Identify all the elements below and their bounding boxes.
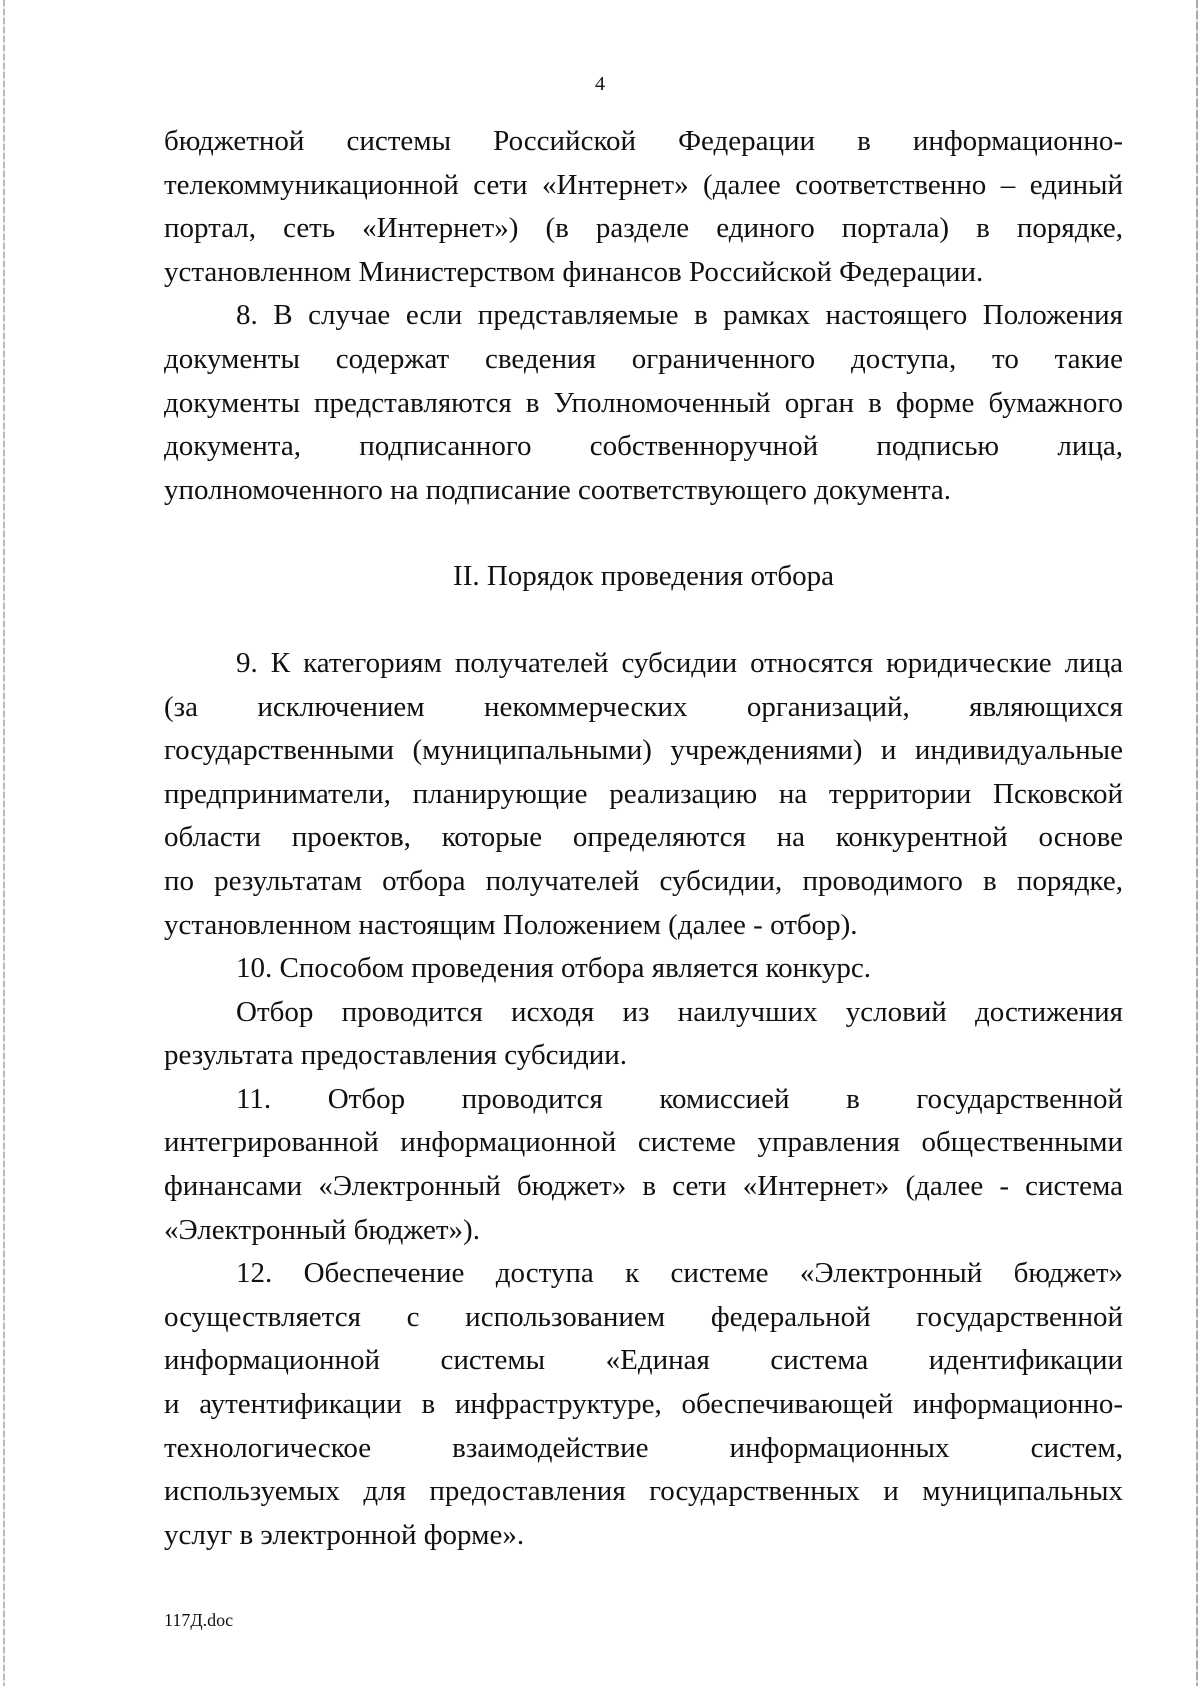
text-line: бюджетной системы Российской Федерации в информационно- [164,125,1123,157]
text-line: (за исключением некоммерческих организаций, являющихся [164,690,1123,723]
text-line: 12. Обеспечение доступа к системе «Электронный бюджет» [236,1257,1123,1290]
section-heading: II. Порядок проведения отбора [453,560,834,593]
text-line: результата предоставления субсидии. [164,1039,628,1072]
scan-edge-right [1196,0,1198,1686]
text-line: используемых для предоставления государственных и муниципальных [164,1475,1123,1508]
text-line: документы представляются в Уполномоченный орган в форме бумажного [164,386,1123,419]
paragraph-item-9 [164,642,1123,947]
text-line: финансами «Электронный бюджет» в сети «Интернет» (далее - система [164,1170,1123,1203]
paragraph-item-8 [164,294,1123,512]
text-line: 10. Способом проведения отбора является конкурс. [236,952,871,985]
text-line: осуществляется с использованием федеральной государственной [164,1300,1123,1333]
text-line: 9. К категориям получателей субсидии относятся юридические лица [236,646,1123,679]
text-line: государственными (муниципальными) учреждениями) и индивидуальные [164,734,1123,767]
text-line: области проектов, которые определяются на конкурентной основе [164,821,1123,854]
text-line: телекоммуникационной сети «Интернет» (далее соответственно – единый [164,168,1123,201]
text-line: документа, подписанного собственноручной подписью лица, [164,430,1123,463]
paragraph-item-12 [164,1252,1123,1557]
page-number: 4 [595,73,605,95]
document-body [164,120,1123,1557]
text-line: документы содержат сведения ограниченного доступа, то такие [164,342,1123,375]
paragraph-continuation [164,120,1123,294]
paragraph-item-10-detail [164,991,1123,1078]
text-line: Отбор проводится исходя из наилучших условий достижения [236,995,1123,1028]
text-line: предприниматели, планирующие реализацию на территории Псковской [164,777,1123,810]
paragraph-item-11 [164,1078,1123,1252]
text-line: установленном Министерством финансов Российской Федерации. [164,255,984,288]
text-line: установленном настоящим Положением (далее - отбор). [164,908,858,941]
text-line: 11. Отбор проводится комиссией в государственной [236,1082,1123,1115]
text-line: по результатам отбора получателей субсидии, проводимого в порядке, [164,864,1123,897]
text-line: 8. В случае если представляемые в рамках настоящего Положения [236,299,1123,332]
scan-edge-left [3,0,5,1686]
text-line: уполномоченного на подписание соответствующего документа. [164,473,952,506]
footer-filename: 117Д.doc [164,1610,234,1630]
text-line: технологическое взаимодействие информационных систем, [164,1431,1123,1464]
text-line: услуг в электронной форме». [164,1518,525,1551]
text-line: интегрированной информационной системе управления общественными [164,1126,1123,1159]
text-line: «Электронный бюджет»). [164,1213,480,1246]
text-line: портал, сеть «Интернет») (в разделе единого портала) в порядке, [164,212,1123,245]
text-line: и аутентификации в инфраструктуре, обеспечивающей информационно- [164,1388,1123,1421]
text-line: информационной системы «Единая система идентификации [164,1344,1123,1377]
paragraph-item-10 [164,947,1123,991]
